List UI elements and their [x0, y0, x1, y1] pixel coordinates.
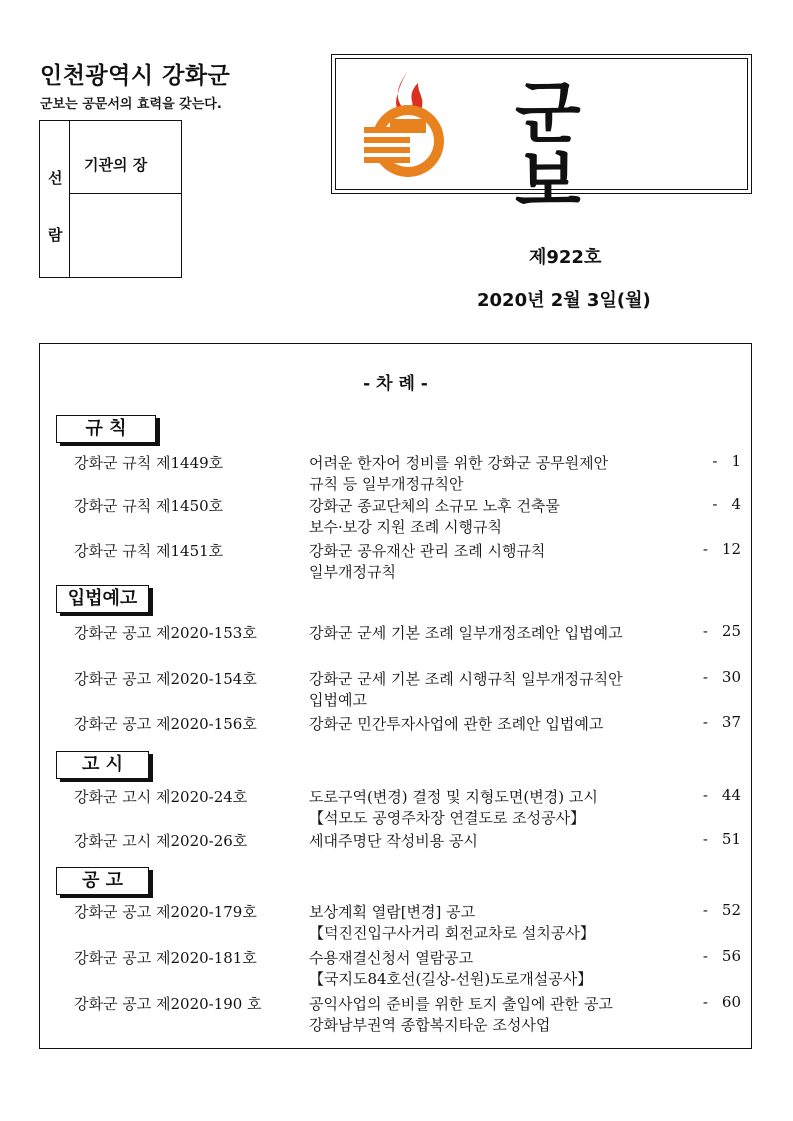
toc-heading: - 차 례 - [363, 374, 428, 394]
toc-entry-title: 강화군 민간투자사업에 관한 조례안 입법예고 [309, 715, 604, 733]
toc-entry-title: 도로구역(변경) 결정 및 지형도면(변경) 고시 [309, 788, 598, 806]
issue-date: 2020년 2월 3일(월) [477, 290, 651, 311]
toc-entry-id: 강화군 공고 제2020-190 호 [74, 995, 262, 1013]
masthead-title: 군보 [515, 75, 659, 222]
toc-entry-page: 4 [731, 495, 741, 513]
toc-entry-title: 보상계획 열람[변경] 공고 [309, 903, 476, 921]
toc-entry-title: 강화군 군세 기본 조례 일부개정조례안 입법예고 [309, 624, 623, 642]
toc-entry-title: 규칙 등 일부개정규칙안 [309, 475, 464, 493]
toc-entry-title: 강화남부권역 종합복지타운 조성사업 [309, 1016, 551, 1034]
toc-entry-id: 강화군 공고 제2020-153호 [74, 624, 257, 642]
toc-entry-title: 강화군 공유재산 관리 조례 시행규칙 [309, 542, 546, 560]
approval-head-label: 기관의 장 [84, 156, 148, 174]
toc-entry-page: 12 [721, 540, 741, 558]
toc-entry-id: 강화군 공고 제2020-179호 [74, 903, 257, 921]
issue-number: 제922호 [529, 247, 602, 268]
toc-entry-title: 강화군 종교단체의 소규모 노후 건축물 [309, 497, 560, 515]
table-of-contents: - 차 례 - 규 칙 강화군 규칙 제1449호 어려운 한자어 정비를 위한 강화군 공무원제안 규칙 등 일부개정규칙안 - 1 강화군 규칙 제1450호 강화군 종교단체의 소규모 노후 건축물 보수·보강 지원 조례 시행규칙 - 4 강화군 규칙 제1451호 강화군 공유재산 관리 조례 시행규칙 일부개정규칙 - 12 입법예고 강화군 공고 제2020-153호 강화군 군세 기본 조례 일부개정조례안 입법예고 - 25 강화군 공고 제2020-154호 강화군 군세 기본 조례 시행규칙 일부개정규칙안 입법예고 - 30 강화군 공고 제2020-156호 강화군 민간투자사업에 관한 조례안 입법예고 - 37 고 시 강화군 고시 제2020-24호 도로구역(변경) 결정 및 지형도면(변경) 고시 【석모도 공영주차장 연결도로 조성공사】 - 44 강화군 고시 제2020-26호 세대주명단 작성비용 공시 - 51 공 고 강화군 공고 제2020-179호 보상계획 열람[변경] 공고 【덕진진입구사거리 회전교차로 설치공사】 - 52 강화군 공고 제2020-181호 수용재결신청서 열람공고 【국지도84호선(길상-선원)도로개설공사】 - 56 강화군 공고 제2020-190 호 공익사업의 준비를 위한 토지 출입에 관한 공고 강화남부권역 종합복지타운 조성사업 - 60 [39, 343, 752, 1049]
toc-entry-title: 【국지도84호선(길상-선원)도로개설공사】 [309, 970, 593, 988]
toc-entry-id: 강화군 고시 제2020-24호 [74, 788, 248, 806]
toc-entry-page: 1 [731, 452, 741, 470]
toc-entry-title: 공익사업의 준비를 위한 토지 출입에 관한 공고 [309, 995, 613, 1013]
toc-entry-id: 강화군 규칙 제1449호 [74, 454, 224, 472]
approval-box [39, 120, 182, 278]
toc-entry-title: 【석모도 공영주차장 연결도로 조성공사】 [309, 809, 586, 827]
approval-label-bottom: 람 [48, 226, 63, 244]
toc-entry-page: 44 [721, 786, 741, 804]
toc-entry-id: 강화군 공고 제2020-156호 [74, 715, 257, 733]
section-label: 입법예고 [56, 585, 149, 613]
approval-label-top: 선 [48, 169, 63, 187]
section-label: 공 고 [56, 867, 149, 895]
toc-entry-page: 30 [721, 668, 741, 686]
toc-entry-title: 【덕진진입구사거리 회전교차로 설치공사】 [309, 924, 595, 942]
gunbo-logo-icon [356, 63, 456, 183]
toc-entry-page: 56 [721, 947, 741, 965]
section-label: 고 시 [56, 751, 149, 779]
toc-entry-page: 37 [721, 713, 741, 731]
toc-entry-title: 수용재결신청서 열람공고 [309, 949, 474, 967]
toc-entry-page: 52 [721, 901, 741, 919]
toc-entry-id: 강화군 규칙 제1450호 [74, 497, 224, 515]
toc-entry-page: 51 [721, 830, 741, 848]
toc-entry-title: 세대주명단 작성비용 공시 [309, 832, 478, 850]
org-subtitle: 군보는 공문서의 효력을 갖는다. [40, 97, 222, 112]
toc-entry-title: 일부개정규칙 [309, 563, 396, 581]
toc-entry-page: 25 [721, 622, 741, 640]
toc-entry-id: 강화군 고시 제2020-26호 [74, 832, 248, 850]
toc-entry-id: 강화군 공고 제2020-154호 [74, 670, 257, 688]
toc-entry-title: 입법예고 [309, 691, 367, 709]
toc-entry-title: 강화군 군세 기본 조례 시행규칙 일부개정규칙안 [309, 670, 623, 688]
toc-entry-title: 어려운 한자어 정비를 위한 강화군 공무원제안 [309, 454, 609, 472]
section-label: 규 칙 [56, 415, 156, 443]
toc-entry-title: 보수·보강 지원 조례 시행규칙 [309, 518, 502, 536]
toc-entry-page: 60 [721, 993, 741, 1011]
org-title: 인천광역시 강화군 [40, 63, 231, 89]
toc-entry-id: 강화군 공고 제2020-181호 [74, 949, 257, 967]
toc-entry-id: 강화군 규칙 제1451호 [74, 542, 224, 560]
masthead [331, 54, 752, 222]
